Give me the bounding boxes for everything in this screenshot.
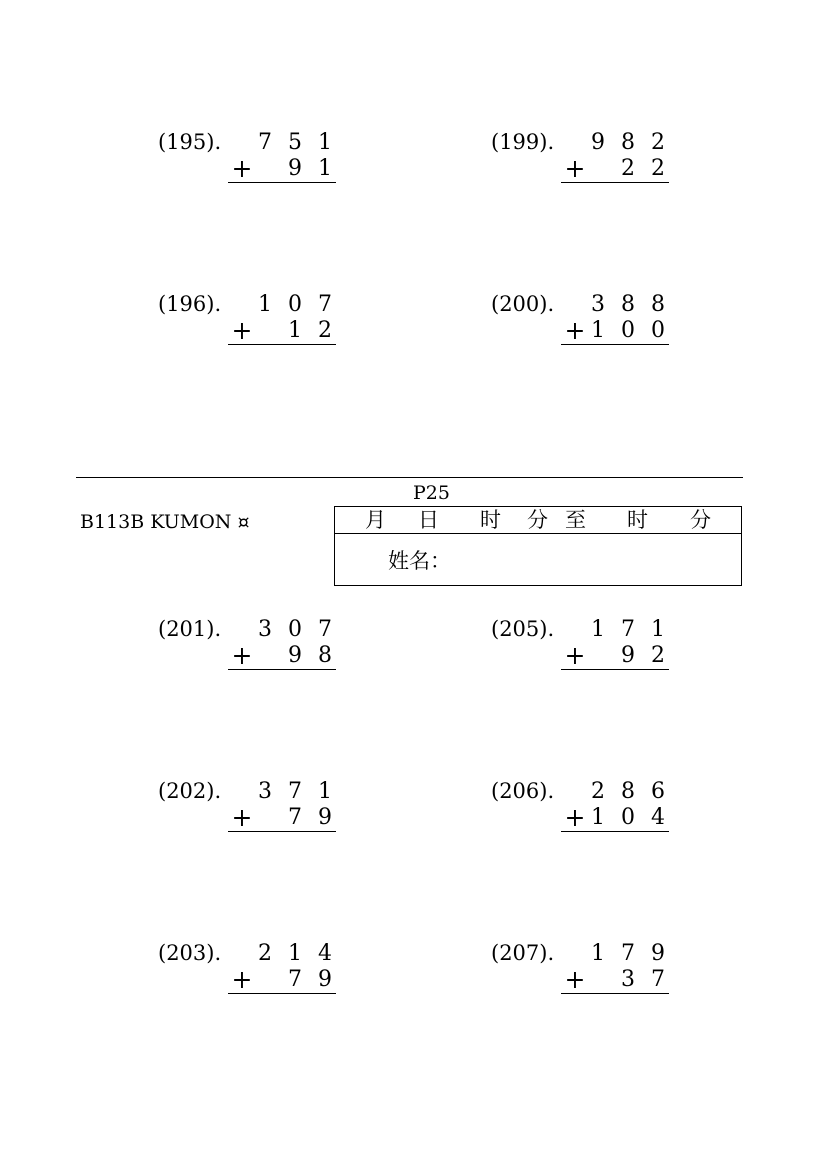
plus-sign: +: [564, 154, 586, 183]
problem-number: (206).: [491, 779, 555, 803]
time-row: [335, 507, 741, 534]
problem-195: [158, 130, 358, 190]
digit: 2: [591, 779, 605, 804]
minute-label-end: 分: [690, 508, 711, 532]
digit: 7: [621, 941, 635, 966]
digit: 9: [288, 643, 302, 668]
addend-bottom: [561, 965, 669, 994]
digit: 1: [318, 130, 332, 155]
plus-sign: +: [564, 316, 586, 345]
digit: 9: [591, 130, 605, 155]
digit: 3: [621, 967, 635, 992]
plus-sign: +: [564, 965, 586, 994]
digit: 1: [591, 318, 605, 343]
month-label: 月: [365, 508, 386, 532]
addend-bottom: [561, 316, 669, 345]
digit: 0: [621, 805, 635, 830]
digit: 9: [288, 156, 302, 181]
problem-number: (201).: [158, 617, 222, 641]
digit: 0: [651, 318, 665, 343]
digit: 7: [288, 779, 302, 804]
digit: 4: [318, 941, 332, 966]
problem-207: [491, 941, 691, 1001]
worksheet-code: B113B KUMON ¤: [80, 511, 250, 533]
digit: 8: [621, 130, 635, 155]
digit: 2: [621, 156, 635, 181]
plus-sign: +: [564, 641, 586, 670]
page-number: P25: [413, 482, 450, 504]
problem-203: [158, 941, 358, 1001]
digit: 0: [288, 617, 302, 642]
problem-205: [491, 617, 691, 677]
minute-label-start: 分: [527, 508, 548, 532]
problem-number: (199).: [491, 130, 555, 154]
plus-sign: +: [231, 316, 253, 345]
digit: 2: [651, 130, 665, 155]
digit: 1: [591, 805, 605, 830]
problem-196: [158, 292, 358, 352]
digit: 2: [651, 156, 665, 181]
digit: 7: [288, 805, 302, 830]
problem-number: (205).: [491, 617, 555, 641]
problem-202: [158, 779, 358, 839]
addend-bottom: [228, 641, 336, 670]
digit: 1: [288, 318, 302, 343]
addend-bottom: [228, 803, 336, 832]
digit: 8: [621, 779, 635, 804]
digit: 8: [318, 643, 332, 668]
problem-number: (207).: [491, 941, 555, 965]
addend-bottom: [228, 154, 336, 183]
digit: 7: [318, 617, 332, 642]
digit: 6: [651, 779, 665, 804]
digit: 7: [258, 130, 272, 155]
digit: 2: [318, 318, 332, 343]
addend-bottom: [561, 641, 669, 670]
problem-number: (196).: [158, 292, 222, 316]
addend-bottom: [228, 965, 336, 994]
plus-sign: +: [231, 641, 253, 670]
digit: 1: [288, 941, 302, 966]
hour-label-start: 时: [480, 508, 501, 532]
digit: 9: [318, 805, 332, 830]
problem-201: [158, 617, 358, 677]
digit: 2: [651, 643, 665, 668]
digit: 2: [258, 941, 272, 966]
problem-200: [491, 292, 691, 352]
plus-sign: +: [231, 965, 253, 994]
problem-number: (200).: [491, 292, 555, 316]
digit: 9: [318, 967, 332, 992]
digit: 1: [318, 156, 332, 181]
plus-sign: +: [231, 154, 253, 183]
addend-bottom: [228, 316, 336, 345]
digit: 8: [621, 292, 635, 317]
problem-206: [491, 779, 691, 839]
digit: 1: [591, 617, 605, 642]
name-field-label: 姓名：: [388, 549, 451, 573]
addend-bottom: [561, 803, 669, 832]
problem-199: [491, 130, 691, 190]
digit: 1: [591, 941, 605, 966]
digit: 4: [651, 805, 665, 830]
digit: 1: [258, 292, 272, 317]
digit: 5: [288, 130, 302, 155]
digit: 7: [651, 967, 665, 992]
digit: 0: [621, 318, 635, 343]
plus-sign: +: [231, 803, 253, 832]
digit: 8: [651, 292, 665, 317]
digit: 3: [591, 292, 605, 317]
addend-bottom: [561, 154, 669, 183]
plus-sign: +: [564, 803, 586, 832]
digit: 9: [621, 643, 635, 668]
digit: 3: [258, 617, 272, 642]
problem-number: (203).: [158, 941, 222, 965]
digit: 0: [288, 292, 302, 317]
problem-number: (202).: [158, 779, 222, 803]
digit: 9: [651, 941, 665, 966]
digit: 7: [621, 617, 635, 642]
to-label: 至: [565, 508, 586, 532]
day-label: 日: [418, 508, 439, 532]
digit: 1: [318, 779, 332, 804]
digit: 1: [651, 617, 665, 642]
digit: 3: [258, 779, 272, 804]
page-divider: [76, 477, 743, 478]
digit: 7: [318, 292, 332, 317]
time-name-box: [334, 506, 742, 586]
hour-label-end: 时: [627, 508, 648, 532]
digit: 7: [288, 967, 302, 992]
problem-number: (195).: [158, 130, 222, 154]
